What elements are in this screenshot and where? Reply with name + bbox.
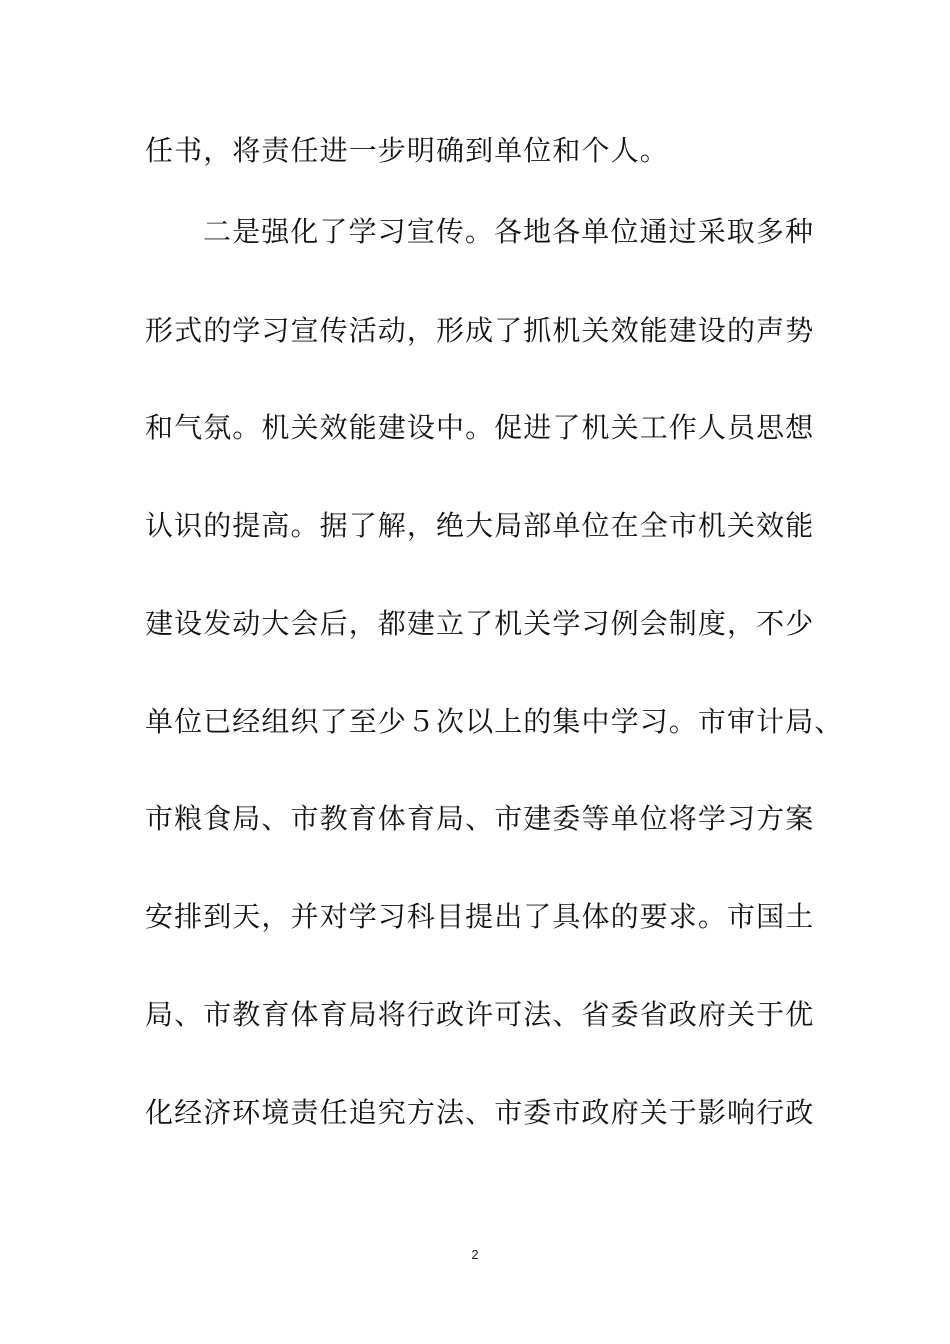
text-line-9: 安排到天，并对学习科目提出了具体的要求。市国土 [145,900,815,933]
page-number: 2 [471,1247,479,1262]
text-line-7: 单位已经组织了至少５次以上的集中学习。市审计局、 [145,705,844,738]
text-line-1: 任书，将责任进一步明确到单位和个人。 [145,134,669,167]
text-line-2: 二是强化了学习宣传。各地各单位通过采取多种 [203,215,815,248]
text-line-4: 和气氛。机关效能建设中。促进了机关工作人员思想 [145,411,815,444]
text-line-5: 认识的提高。据了解，绝大局部单位在全市机关效能 [145,509,815,542]
text-line-10: 局、市教育体育局将行政许可法、省委省政府关于优 [145,998,815,1031]
text-line-6: 建设发动大会后，都建立了机关学习例会制度，不少 [145,607,815,640]
text-line-3: 形式的学习宣传活动，形成了抓机关效能建设的声势 [145,314,815,347]
text-line-11: 化经济环境责任追究方法、市委市政府关于影响行政 [145,1096,815,1129]
text-line-8: 市粮食局、市教育体育局、市建委等单位将学习方案 [145,802,815,835]
